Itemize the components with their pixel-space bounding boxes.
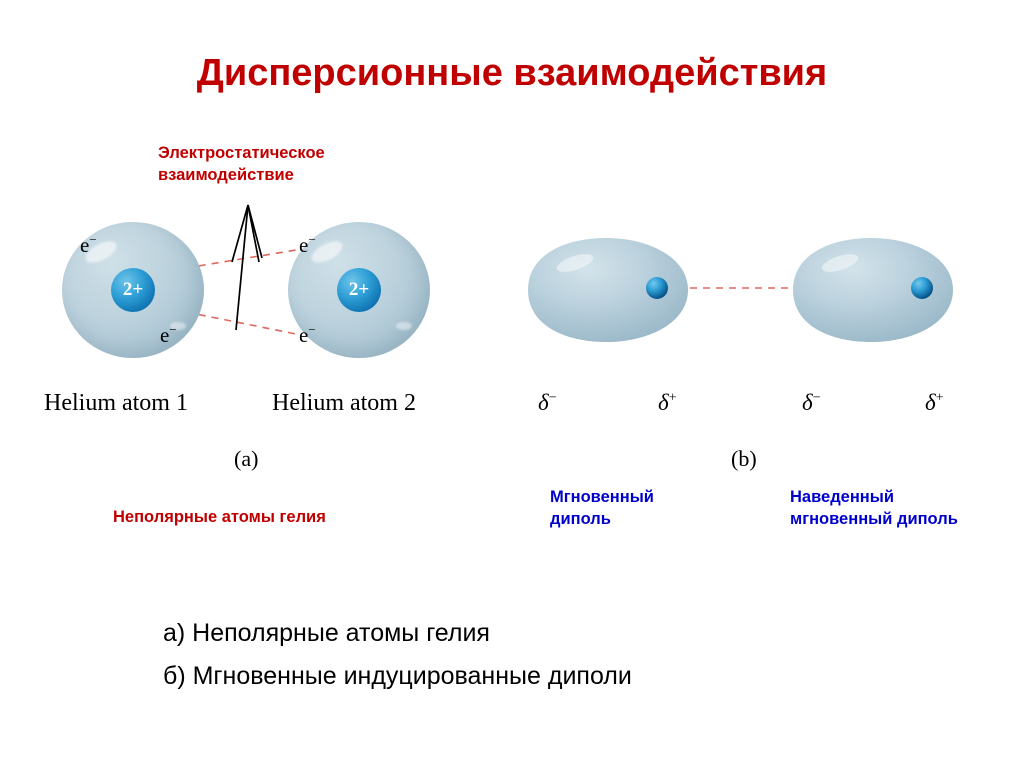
atom-2-electron-bottom-symbol: e [299,323,309,347]
sub-label-b: (b) [731,446,757,471]
atom-2-nucleus-charge: 2+ [348,279,370,300]
dipole-2-delta-plus [925,390,944,416]
caption-induced-dipole-line1: Наведенный [790,488,895,506]
caption-induced-dipole [790,486,958,531]
dipole-2-delta-minus [802,390,821,416]
dipole-shape-1 [528,238,688,342]
dipole-1-delta-plus-sign: + [668,390,677,406]
helium-atom-2-caption: Helium atom 2 [272,390,416,416]
annotation-electrostatic-line2: взаимодействие [158,166,294,185]
caption-instant-dipole-line1: Мгновенный [550,488,654,506]
atom-2-electron-bottom-sign: − [308,322,316,337]
bottom-list [163,612,632,698]
atom-1-electron-top [80,232,97,258]
dipole-1-delta-minus-symbol: δ [538,390,549,415]
caption-nonpolar-helium: Неполярные атомы гелия [113,508,326,526]
annotation-electrostatic [158,142,408,187]
dipole-2-delta-plus-symbol: δ [925,390,936,415]
dipole-2-delta-minus-sign: − [812,390,821,406]
pointer-lines [232,205,262,330]
caption-instant-dipole [550,486,654,531]
dipole-2-delta-plus-sign: + [935,390,944,406]
caption-instant-dipole-line2: диполь [550,510,611,529]
atom-1-electron-bottom [160,322,177,348]
atom-1-electron-bottom-sign: − [169,322,177,337]
bottom-list-item-a: а) Неполярные атомы гелия [163,619,490,647]
page-title: Дисперсионные взаимодействия [196,52,828,94]
atom-2-highlight-small [396,322,412,330]
atom-2-electron-bottom [299,322,316,348]
dipole-1-delta-minus-sign: − [548,390,557,406]
caption-induced-dipole-line2: мгновенный диполь [790,510,958,529]
atom-1-electron-bottom-symbol: e [160,323,170,347]
atom-1-nucleus-charge: 2+ [122,279,144,300]
atom-2-electron-top-symbol: e [299,233,309,257]
annotation-electrostatic-line1: Электростатическое [158,144,325,162]
atom-1-electron-top-symbol: e [80,233,90,257]
atom-1-nucleus [111,268,155,312]
sub-label-a: (a) [234,446,259,471]
dipole-shape-2 [793,238,953,342]
atom-2-nucleus [337,268,381,312]
dipole-1-delta-plus-symbol: δ [658,390,669,415]
dipole-1-delta-plus [658,390,677,416]
helium-atom-1-caption: Helium atom 1 [44,390,188,416]
dipole-2-delta-minus-symbol: δ [802,390,813,415]
atom-2-electron-top-sign: − [308,232,316,247]
atom-1-electron-top-sign: − [89,232,97,247]
dipole-1-delta-minus [538,390,557,416]
atom-2-electron-top [299,232,316,258]
bottom-list-item-b: б) Мгновенные индуцированные диполи [163,662,632,690]
